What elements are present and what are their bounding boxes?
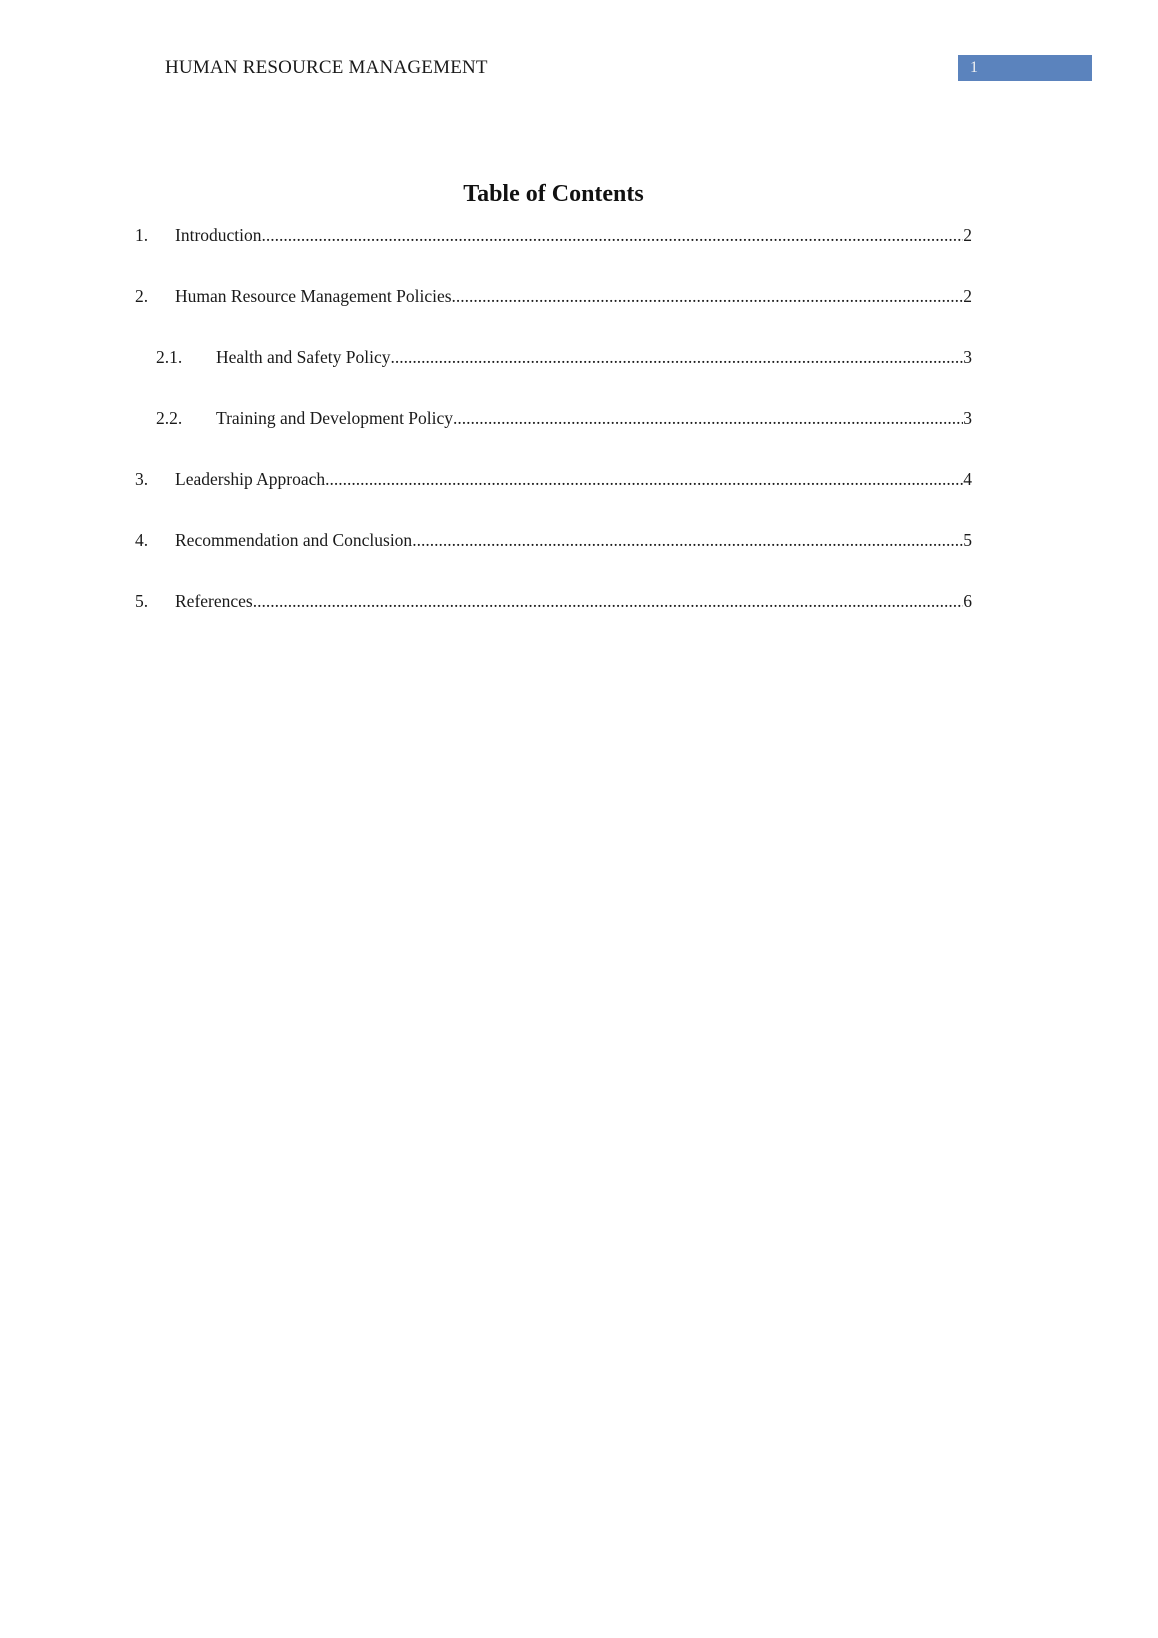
- toc-entry: [135, 407, 972, 429]
- toc-entry-page: 2: [963, 225, 972, 245]
- toc-leader-dots: [390, 346, 963, 368]
- running-header-title: HUMAN RESOURCE MANAGEMENT: [165, 57, 488, 78]
- toc-entry-page: 6: [963, 591, 972, 611]
- toc-entry-label: References: [175, 591, 253, 611]
- toc-entry-number: 2.2.: [156, 408, 183, 428]
- toc-entry-label: Training and Development Policy: [216, 408, 454, 428]
- page-number-badge: 1: [958, 55, 1092, 81]
- toc-entry: [135, 346, 972, 368]
- toc-leader-dots: [452, 285, 964, 307]
- toc-entry-label: Introduction: [175, 225, 262, 245]
- toc-entry: [135, 529, 972, 551]
- toc-entry-number: 1.: [135, 225, 149, 245]
- toc-leader-dots: [262, 224, 964, 246]
- toc-entry-label: Recommendation and Conclusion: [175, 530, 413, 550]
- toc-entry: [135, 224, 972, 246]
- toc-entry-label: Leadership Approach: [175, 469, 326, 489]
- toc-entry-number: 4.: [135, 530, 149, 550]
- toc-entry-page: 2: [963, 286, 972, 306]
- toc-entry-page: 3: [963, 408, 972, 428]
- toc-entry-number: 3.: [135, 469, 149, 489]
- toc-entry-label: Health and Safety Policy: [216, 347, 391, 367]
- toc-title: Table of Contents: [463, 181, 644, 207]
- toc-leader-dots: [253, 590, 964, 612]
- toc-entry-label: Human Resource Management Policies: [175, 286, 452, 306]
- toc-entry: [135, 590, 972, 612]
- toc-entry: [135, 468, 972, 490]
- toc-entry-number: 2.: [135, 286, 149, 306]
- toc-leader-dots: [453, 407, 963, 429]
- running-header: [0, 0, 1158, 81]
- toc-entry: [135, 285, 972, 307]
- toc-entry-number: 5.: [135, 591, 149, 611]
- toc-leader-dots: [412, 529, 963, 551]
- toc-leader-dots: [325, 468, 963, 490]
- toc-list: [135, 224, 972, 612]
- toc-entry-number: 2.1.: [156, 347, 183, 367]
- toc-entry-page: 3: [963, 347, 972, 367]
- toc-entry-page: 4: [963, 469, 972, 489]
- toc-entry-page: 5: [963, 530, 972, 550]
- document-content: [0, 181, 1158, 612]
